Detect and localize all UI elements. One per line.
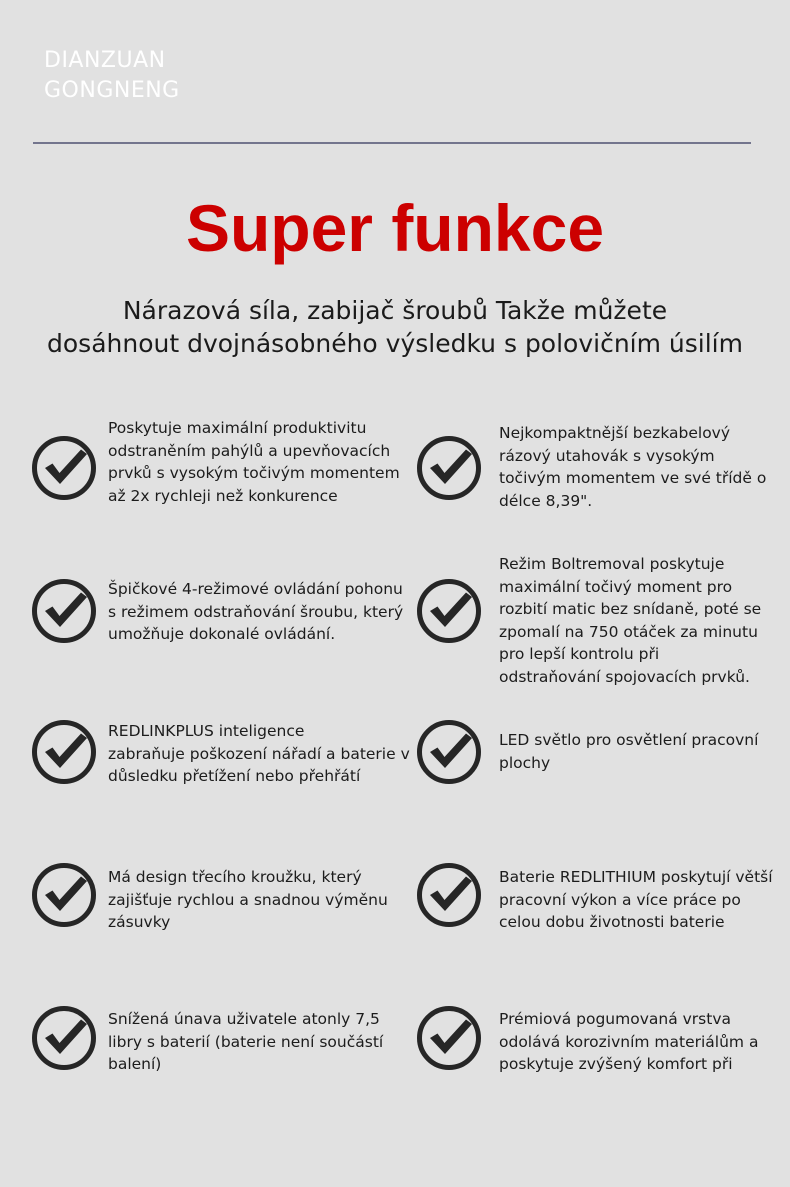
check-circle-icon	[416, 435, 482, 501]
check-circle-icon	[31, 578, 97, 644]
page-title: Super funkce	[185, 191, 605, 265]
brand-logo	[44, 46, 180, 106]
check-circle-icon	[31, 1005, 97, 1071]
check-circle-icon	[416, 862, 482, 928]
check-circle-icon	[416, 1005, 482, 1071]
check-circle-icon	[416, 719, 482, 785]
feature-text-right-3: LED světlo pro osvětlení pracovní plochy	[499, 731, 759, 772]
header-divider	[33, 142, 751, 144]
page-subtitle	[0, 294, 790, 360]
feature-text-left-4: Má design třecího kroužku, který zajišťuje rychlou a snadnou výměnu zásuvky	[108, 868, 388, 932]
brand-line-1: DIANZUAN	[44, 48, 166, 73]
subtitle-line-2: dosáhnout dvojnásobného výsledku s polovičním úsilím	[47, 329, 743, 358]
subtitle-line-1: Nárazová síla, zabijač šroubů Takže můžete	[122, 296, 668, 325]
feature-text-right-1: Nejkompaktnější bezkabelový rázový utahovák s vysokým točivým momentem ve své třídě o délce 8,39".	[499, 424, 767, 510]
brand-line-2: GONGNENG	[44, 78, 180, 103]
check-circle-icon	[31, 862, 97, 928]
feature-text-left-1: Poskytuje maximální produktivitu odstraněním pahýlů a upevňovacích prvků s vysokým točivým momentem až 2x rychleji než konkurence	[108, 419, 400, 505]
feature-text-right-5: Prémiová pogumovaná vrstva odolává korozivním materiálům a poskytuje zvýšený komfort při	[499, 1010, 759, 1074]
check-circle-icon	[31, 435, 97, 501]
check-circle-icon	[31, 719, 97, 785]
feature-text-right-2: Režim Boltremoval poskytuje maximální točivý moment pro rozbití matic bez snídaně, poté se zpomalí na 750 otáček za minutu pro lepší kontrolu při odstraňování spojovacích prvků.	[499, 555, 762, 686]
feature-text-left-3: REDLINKPLUS inteligence zabraňuje poškození nářadí a baterie v důsledku přetížení nebo přehřátí	[108, 722, 410, 786]
feature-text-left-2: Špičkové 4-režimové ovládání pohonu s režimem odstraňování šroubu, který umožňuje dokonalé ovládání.	[108, 580, 404, 644]
check-circle-icon	[416, 578, 482, 644]
feature-text-right-4: Baterie REDLITHIUM poskytují větší pracovní výkon a více práce po celou dobu životnosti baterie	[499, 868, 773, 932]
feature-text-left-5: Snížená únava uživatele atonly 7,5 libry s baterií (baterie není součástí balení)	[108, 1010, 384, 1074]
